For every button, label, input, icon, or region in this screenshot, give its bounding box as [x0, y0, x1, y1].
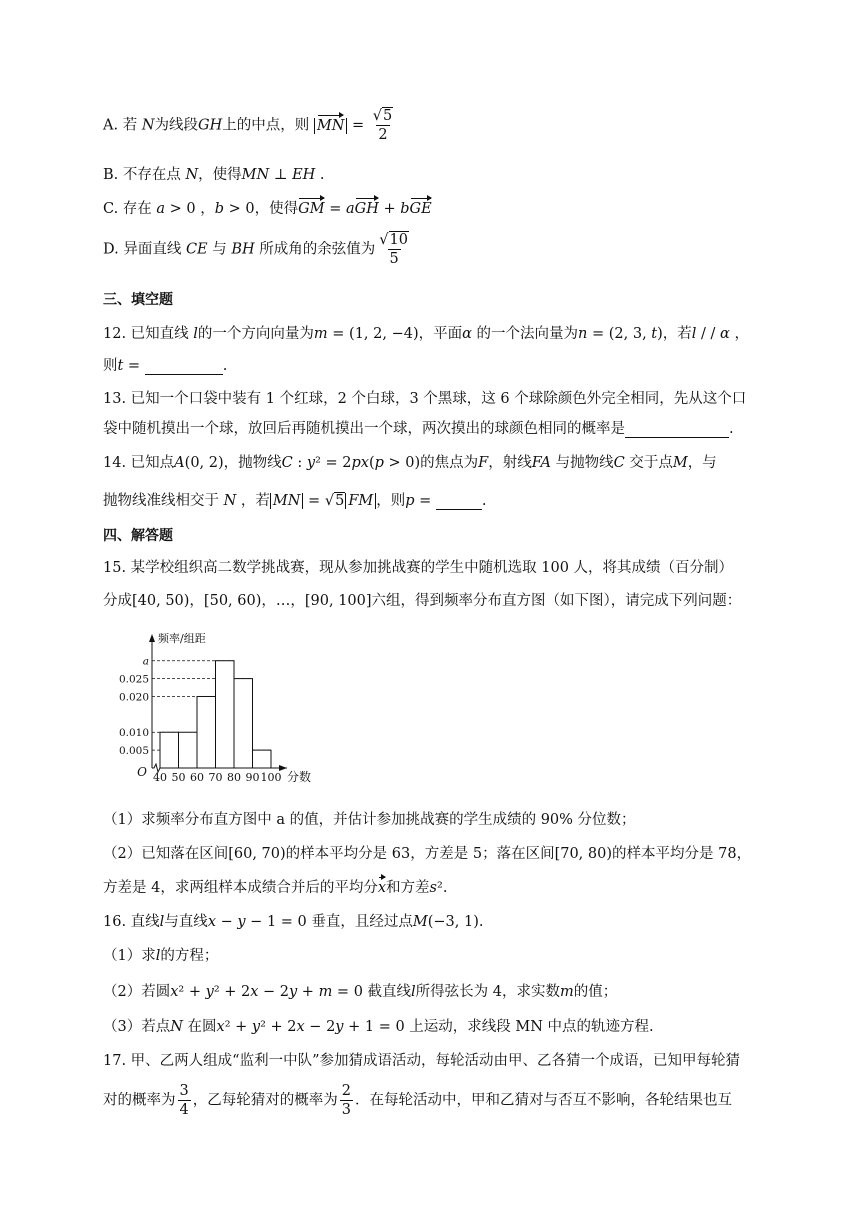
- q16-sub-3-text-3: 上运动，求线段 MN 中点的轨迹方程.: [409, 1019, 654, 1035]
- q15-sub-2-end: .: [442, 880, 448, 896]
- q15-line-1: 15. 某学校组织高二数学挑战赛，现从参加挑战赛的学生中随机选取 100 人，将其成绩（百分制）: [103, 560, 734, 576]
- q12-answer-blank[interactable]: [145, 374, 223, 375]
- q15-sub-2-text-2: 的样本平均分是 63，方差是 5；落在区间: [285, 846, 555, 862]
- q14-answer-blank[interactable]: [436, 509, 482, 510]
- option-a-text: 为线段: [154, 117, 198, 134]
- q14-end: .: [481, 493, 487, 509]
- q13-line-1: 13. 已知一个口袋中装有 1 个红球，2 个白球，3 个黑球，这 6 个球除颜色外完全相同，先从这个口: [103, 391, 747, 407]
- q14-line-2: 抛物线准线相交于 N ，若 MN = √5 FM ，则p = .: [103, 493, 487, 509]
- q16-end: .: [478, 914, 484, 930]
- q16-sub-2-text-4: 的值；: [573, 984, 618, 1000]
- q16-sub-3: （3）若点N 在圆x² + y² + 2x − 2y + 1 = 0 上运动，求线段 MN 中点的轨迹方程.: [103, 1019, 654, 1035]
- q16-sub-2-text-3: 所得弦长为 4，求实数: [415, 984, 561, 1000]
- q13-end: .: [729, 421, 734, 437]
- q12-line-1: 12. 已知直线 l的一个方向向量为m = (1, 2, −4)，平面α 的一个法向量为n = (2, 3, t)，若l / / α ，: [103, 326, 749, 342]
- q17-line-1: 17. 甲、乙两人组成“监利一中队”参加猜成语活动，每轮活动由甲、乙各猜一个成语，已知甲每轮猜: [103, 1053, 740, 1069]
- q15-sub-2: （2）已知落在区间[60, 70)的样本平均分是 63，方差是 5；落在区间[70, 80)的样本平均分是 78，: [103, 846, 752, 862]
- q12-then: 则: [103, 358, 118, 374]
- q15-sub-2-text-1: （2）已知落在区间: [103, 846, 229, 862]
- q15-sub-1: （1）求频率分布直方图中 a 的值，并估计参加挑战赛的学生成绩的 90% 分位数；: [103, 812, 636, 828]
- q14-text-4: 与抛物线: [555, 455, 614, 471]
- histogram-bar: [160, 732, 179, 768]
- section-solve-heading: 四、解答题: [103, 528, 173, 544]
- histogram-bar: [234, 679, 253, 768]
- q14-text-6: ，与: [687, 455, 717, 471]
- option-d-text-2: 所成角的余弦值为: [259, 241, 376, 258]
- histogram-bar: [216, 661, 235, 768]
- section-fill-heading: 三、填空题: [103, 292, 173, 308]
- q14-number: 14. 已知点: [103, 455, 175, 471]
- q17-line-2: 对的概率为 $\frac{3}{4}$ ，乙每轮猜对的概率为 $\frac{2}{3}$ ．在每轮活动中，甲和乙猜对与否互不影响，各轮结果也互: [103, 1083, 732, 1118]
- q16-text-2: 与直线: [164, 914, 208, 930]
- y-tick-label: 0.005: [118, 745, 149, 758]
- option-d-prefix: D. 异面直线: [103, 241, 182, 258]
- x-tick-label: 70: [208, 771, 223, 784]
- x-axis-label: 分数: [287, 770, 312, 784]
- option-b-text: ，使得: [198, 167, 242, 183]
- y-tick-label: a: [142, 655, 149, 668]
- q15-sub-2-text-3: 的样本平均分是 78，: [612, 846, 752, 862]
- q12-text-2: ，平面: [418, 326, 463, 342]
- x-tick-label: 100: [260, 771, 282, 784]
- histogram-bar: [253, 750, 272, 768]
- y-axis-label: 频率/组距: [158, 632, 206, 645]
- x-tick-label: 60: [190, 771, 204, 784]
- q16-sub-1: （1）求l的方程；: [103, 948, 219, 964]
- option-b: B. 不存在点 N，使得MN ⊥ EH .: [103, 167, 325, 183]
- q12-line-2: 则t = .: [103, 358, 228, 374]
- q12-text-1: 的一个方向向量为: [197, 326, 314, 342]
- option-c: C. 存在 a > 0 ，b > 0，使得GM = aGH + bGE: [103, 201, 432, 217]
- y-tick-label: 0.010: [118, 727, 149, 740]
- option-b-prefix: B. 不存在点: [103, 167, 181, 183]
- q13-text: 袋中随机摸出一个球，放回后再随机摸出一个球，两次摸出的球颜色相同的概率是: [103, 421, 625, 437]
- origin-label: O: [137, 765, 147, 779]
- q16-text-1: 16. 直线: [103, 914, 160, 930]
- q14-text-3: ，射线: [488, 455, 532, 471]
- q17-text-3: ．在每轮活动中，甲和乙猜对与否互不影响，各轮结果也互: [354, 1092, 732, 1109]
- q12-text-4: ，若: [662, 326, 692, 342]
- q16-sub-1-text-2: 的方程；: [160, 948, 219, 964]
- x-tick-label: 50: [171, 771, 186, 784]
- option-d-text: 与: [212, 241, 227, 258]
- q16-sub-3-text: （3）若点: [103, 1019, 171, 1035]
- q15-sub-2-text-4: 方差是 4，求两组样本成绩合并后的平均分: [103, 880, 378, 896]
- q16-sub-2-text: （2）若圆: [103, 984, 171, 1000]
- q14-text-8: ，若: [240, 493, 270, 509]
- y-tick-label: 0.020: [118, 691, 149, 704]
- q15-ellipsis: …，: [275, 593, 305, 609]
- q15-sub-2-cont: 方差是 4，求两组样本成绩合并后的平均分x和方差s².: [103, 880, 448, 896]
- q12-number: 12. 已知直线: [103, 326, 189, 342]
- histogram-bar: [179, 732, 198, 768]
- x-tick-label: 90: [245, 771, 260, 784]
- q16-sub-2-text-2: 截直线: [367, 984, 412, 1000]
- x-tick-label: 40: [153, 771, 167, 784]
- q16-text-3: 垂直，且经过点: [311, 914, 413, 930]
- q13-line-2: [103, 417, 734, 438]
- q14-text-2: 的焦点为: [420, 455, 479, 471]
- q16-line-1: 16. 直线l与直线x − y − 1 = 0 垂直，且经过点M(−3, 1).: [103, 914, 484, 930]
- option-c-text: ，使得: [254, 201, 299, 217]
- q17-text-2: ，乙每轮猜对的概率为: [192, 1092, 338, 1109]
- q14-text-5: 交于点: [629, 455, 673, 471]
- x-tick-label: 80: [227, 771, 241, 784]
- option-a-text-2: 上的中点，则: [222, 117, 310, 134]
- q15-line-2: 分成[40, 50)，[50, 60)，…，[90, 100]六组，得到频率分布直方图（如下图），请完成下列问题：: [103, 593, 742, 609]
- frequency-histogram: [110, 630, 330, 790]
- y-axis-arrow: [149, 634, 155, 642]
- option-a: A. 若 N为线段GH上的中点，则 MN = $\frac{√5}{2}$: [103, 108, 393, 143]
- q14-text-1: ，抛物线: [223, 455, 282, 471]
- q13-answer-blank[interactable]: [625, 437, 729, 438]
- q16-sub-1-text: （1）求: [103, 948, 156, 964]
- q12-end: .: [222, 358, 228, 374]
- option-a-prefix: A. 若: [103, 117, 138, 134]
- histogram-bar: [197, 696, 216, 768]
- q15-post: 六组，得到频率分布直方图（如下图），请完成下列问题：: [371, 593, 742, 609]
- q15-pre: 分成: [103, 593, 132, 609]
- q17-text-1: 对的概率为: [103, 1092, 176, 1109]
- q15-sub-2-text-5: 和方差: [386, 880, 430, 896]
- q14-line-1: 14. 已知点A(0, 2)，抛物线C : y² = 2px(p > 0)的焦点为F，射线FA 与抛物线C 交于点M，与: [103, 455, 717, 471]
- option-d: D. 异面直线 CE 与 BH 所成角的余弦值为 $\frac{√10}{5}$: [103, 232, 408, 267]
- q12-text-3: 的一个法向量为: [476, 326, 579, 342]
- y-tick-label: 0.025: [118, 673, 149, 686]
- q14-text-7: 抛物线准线相交于: [103, 493, 219, 509]
- q16-sub-2: （2）若圆x² + y² + 2x − 2y + m = 0 截直线l所得弦长为 4，求实数m的值；: [103, 984, 618, 1000]
- q16-sub-3-text-2: 在圆: [187, 1019, 217, 1035]
- histogram-layer: [119, 631, 311, 784]
- q14-text-9: ，则: [376, 493, 406, 509]
- option-c-prefix: C. 存在: [103, 201, 152, 217]
